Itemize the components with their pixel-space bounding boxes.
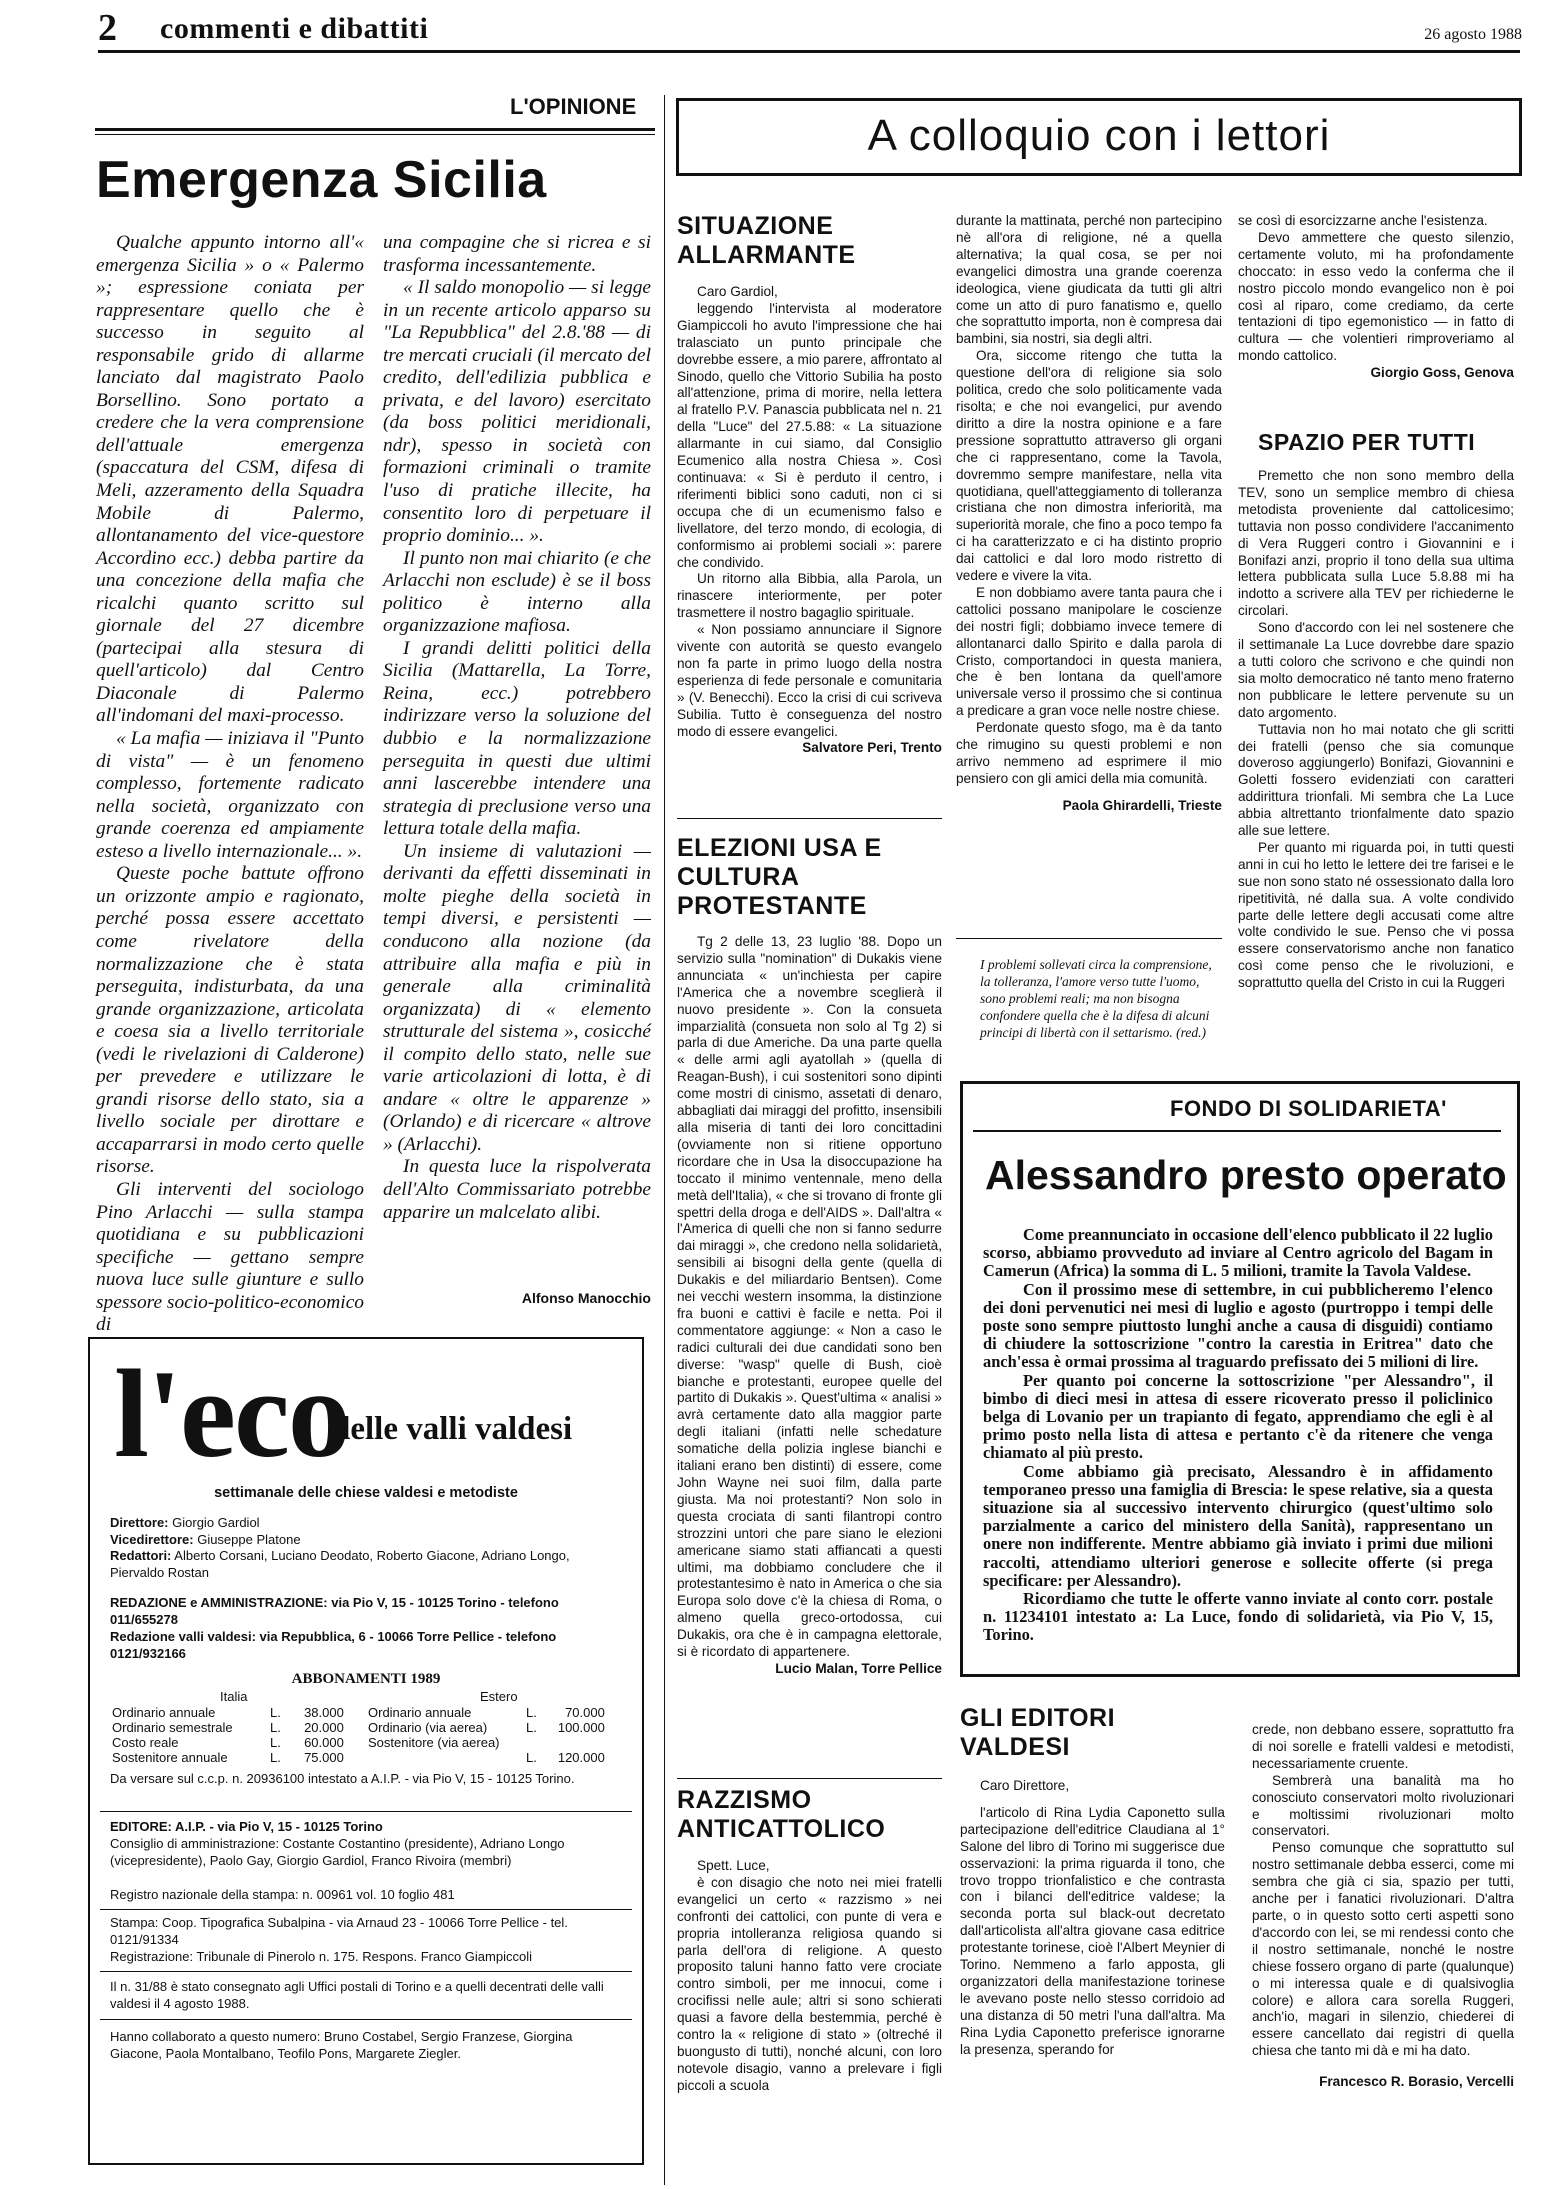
salutation: Caro Direttore, [980,1778,1070,1793]
masthead-logo-subtitle: delle valli valdesi [332,1411,573,1447]
title-line: CULTURA [677,863,800,891]
paragraph: Gli interventi del sociologo Pino Arlacchi — sulla stampa quotidiana e su pubblicazioni specifiche — gettano sempre nuova luce sulle giunture e sullo spessore socio-politico-economico di [96,1178,364,1336]
section-title: commenti e dibattiti [160,12,429,45]
header-rule [98,50,1520,53]
title-line: ELEZIONI USA E [677,834,882,862]
abbonamenti-versamento: Da versare sul c.c.p. n. 20936100 intestato a A.I.P. - via Pio V, 15 - 10125 Torino. [110,1771,575,1786]
table-row: Costo reale L. 60.000 [112,1735,344,1750]
divider [100,2019,632,2020]
paragraph: Ricordiamo che tutte le offerte vanno inviate al conto corr. postale n. 11234101 intestato a: La Luce, fondo di solidarietà, via Pio V, 15, Torino. [983,1589,1493,1645]
lettori-banner-title: A colloquio con i lettori [867,111,1331,160]
abbonamenti-title: ABBONAMENTI 1989 [291,1671,441,1687]
opinione-column-1 [96,232,364,1337]
opinione-kicker: L'OPINIONE [510,94,637,119]
opinione-rule [95,128,655,131]
table-row: Sostenitore (via aerea) [368,1735,500,1750]
paragraph: Per quanto mi riguarda poi, in tutti questi anni in cui ho letto le lettere dei tre farisei e le sue non sono stato né ossessionato dalla loro ripetitività, né dalla sua. A volte condivido parte delle lettere degli accusati come altre volte condivido le sue. Penso che vi possa essere conservatorismo anche non fanatico così come penso che le rivoluzioni, e soprattutto quella del Cristo in cui la Ruggeri [1238,839,1514,991]
title-line: GLI EDITORI [960,1704,1116,1732]
table-row: Ordinario (via aerea) L. 100.000 [368,1720,605,1735]
paragraph: Queste poche battute offrono un orizzonte ampio e ragionato, perché possa essere accettato come rivelatore della normalizzazione che è stata perseguita, indisturbata, da una grande organizzazione, articolata e coesa sia a livello territoriale (vedi le rivelazioni di Calderone) per prevedere e utilizzare le grandi risorse dello stato, sia a livello sociale per dirottare e accaparrarsi in modo certo quelle risorse. [96,863,364,1178]
masthead-collaborato: Hanno collaborato a questo numero: Bruno Costabel, Sergio Franzese, Giorgina Giacone, Paola Montalbano, Teofilo Pons, Margarete Ziegler. [110,2029,573,2061]
divider [100,1971,632,1972]
title-line: SITUAZIONE [677,212,834,240]
staff-row: Direttore: Giorgio Gardiol [110,1515,260,1530]
fondo-text [983,1226,1493,1645]
paragraph: Con il prossimo mese di settembre, in cui pubblicheremo l'elenco dei doni pervenutici nei mesi di luglio e agosto (purtroppo i tempi delle poste sono sempre piuttosto lunghi anche a causa di disguidi) contiamo di chiudere la sottoscrizione "contro la carestia in Eritrea" dato che anch'essa è ormai prossima al traguardo prefissato dei 5 milioni di lire. [983,1279,1493,1372]
paragraph: Come preannunciato in occasione dell'elenco pubblicato il 22 luglio scorso, abbiamo provveduto ad inviare al Centro agricolo del Bagam in Camerun (Africa) la somma di L. 5 milioni, tramite la Tavola Valdese. [983,1225,1493,1281]
paragraph: Un insieme di valutazioni — derivanti da effetti disseminati in molte pieghe della società in tempi diversi, e persistenti — conducono alla nozione (da attribuire alla mafia e più in generale alla criminalità organizzata) di « elemento strutturale del sistema », cosicché il compito dello stato, nelle sue varie articolazioni di lotta, è di andare « oltre le apparenze » (Orlando) e di ricercare « altrove » (Arlacchi). [383,840,651,1155]
masthead-box [88,1337,644,2165]
masthead-editore: EDITORE: A.I.P. - via Pio V, 15 - 10125 Torino [110,1819,383,1834]
paragraph: crede, non debbano essere, soprattutto fra di noi sorelle e fratelli valdesi e metodisti, necessariamente cruente. [1252,1722,1514,1771]
paragraph: I grandi delitti politici della Sicilia (Mattarella, La Torre, Reina, ecc.) potrebbero indirizzare verso la soluzione del dubbio e la normalizzazione perseguita in questi due ultimi anni lascerebbe intendere una strategia di preclusione verso una lettura totale della mafia. [383,637,651,840]
paragraph: Sono d'accordo con lei nel sostenere che il settimanale La Luce dovrebbe dare spazio a tutti coloro che scrivono e che quindi non sia molto democratico né tanto meno fraterno non pubblicare le lettere pervenute su un dato argomento. [1238,620,1514,720]
abbonamenti-italia [108,1705,348,1765]
salutation: Caro Gardiol, [697,284,778,299]
masthead-staff [110,1515,622,1581]
ghirardelli-text [956,213,1222,815]
elezioni-title [677,834,882,921]
column-divider [664,95,665,2185]
masthead-consegna: Il n. 31/88 è stato consegnato agli Uffici postali di Torino e a quelli decentrati delle valli valdesi il 4 agosto 1988. [110,1979,604,2011]
paragraph: Premetto che non sono membro della TEV, sono un semplice membro di chiesa metodista proveniente dal cattolicesimo; tuttavia non posso condividere l'accanimento di Vera Ruggeri contro i Giovannini e i Bonifazi anzi, proprio il tono della sua ultima lettera pubblicata sulla Luce 5.8.88 mi ha indotto a scrivere alla TEV per richiederne le circolari. [1238,468,1514,619]
table-row: Ordinario annuale L. 38.000 [112,1705,344,1720]
title-line: ANTICATTOLICO [677,1815,886,1843]
paragraph: è con disagio che noto nei miei fratelli evangelici un certo « razzismo » nei confronti dei cattolici, con punte di vera e propria intolleranza religiosa quando si parla dell'ora di religione. A questo proposito taluni hanno fatto vere crociate contro simboli, per me innocui, come i crocifissi nelle aule; altri si sono schierati quasi a favore della bestemmia, perché è contro la « religione di stato » (oltreché il buongusto di tutti), nonché alcuni, con loro notevole disagio, vanno a prelevare i figli piccoli a scuola [677,1874,942,2093]
masthead-registrazione: Registrazione: Tribunale di Pinerolo n. 175. Respons. Franco Giampiccoli [110,1949,532,1964]
situazione-text [677,284,942,757]
issue-date: 26 agosto 1988 [1424,26,1522,43]
situazione-title [677,212,856,270]
paragraph: Il punto non mai chiarito (e che Arlacchi non esclude) è se il boss politico è interno alla organizzazione mafiosa. [383,547,651,637]
paragraph: E non dobbiamo avere tanta paura che i cattolici possano manipolare le coscienze dei nostri figli; dobbiamo invece temere di allontanarci dallo Spirito e dalla parola di Cristo, comportandoci in questa maniera, che è ben lontana da quell'amore universale verso il prossimo che si continua a predicare a gran voce nelle nostre chiese. [956,584,1222,719]
fondo-title: Alessandro presto operato [985,1152,1507,1198]
goss-signature: Giorgio Goss, Genova [1370,365,1514,381]
editori-text [960,1778,1225,2059]
ghirardelli-signature: Paola Ghirardelli, Trieste [1062,797,1222,813]
paragraph: Ora, siccome ritengo che tutta la questione dell'ora di religione sia solo politica, credo che solo politicamente vada risolta; e che noi evangelici, pur avendo diritto a dire la nostra opinione e a fare pressione soprattutto attraverso gli organi che ci rappresentano, come la Tavola, dovremmo sempre manifestare, nella vita quotidiana, quell'atteggiamento di tolleranza cristiana che non dimostra inferiorità, ma superiorità morale, che fino a poco tempo fa ci ha caratterizzato e ci ha distinto proprio dai cattolici e dal loro modo ristretto di vedere e vivere la vita. [956,348,1222,584]
opinione-title: Emergenza Sicilia [96,151,547,209]
paragraph: leggendo l'intervista al moderatore Giampiccoli ho avuto l'impressione che hai tralasciato un punto principale che dovrebbe essere, a mio parere, affrontato al Sinodo, quello che Vittorio Subilia ha posto all'attenzione, prima di morire, nella lettera al fratello P.V. Panascia pubblicata nel n. 21 della "Luce" del 27.5.88: « La situazione allarmante in cui siamo, dal Consiglio Ecumenico alla nostra Chiesa ». Così continuava: « Si è perduto il centro, i riferimenti biblici sono caduti, non ci si occupa che di un ecumenismo falso e livellatore, del terzo mondo, di ecologia, di conformismo ai problemi sociali »: parere che condivido. [677,300,942,570]
paragraph: In questa luce la rispolverata dell'Alto Commissariato potrebbe apparire un malcelato alibi. [383,1156,651,1223]
paragraph: Tuttavia non ho mai notato che gli scritti dei fratelli (penso che sia comunque doveroso aggiungerlo) Bonifazi, Giovannini e Goletti fossero evidenziati con caratteri addirittura trionfali. Mi sembra che La Luce abbia altrettanto trionfalmente dato spazio alle sue lettere. [1238,721,1514,839]
masthead-redazione: REDAZIONE e AMMINISTRAZIONE: via Pio V, 15 - 10125 Torino - telefono 011/655278 [110,1595,559,1627]
masthead-logo: l'eco [114,1345,349,1484]
table-row: Sostenitore annuale L. 75.000 [112,1750,344,1765]
paragraph: Devo ammettere che questo silenzio, certamente voluto, mi ha profondamente choccato: in esso vedo la conferma che il nostro piccolo mondo evangelico non è poi così al riparo, come crediamo, da certe tentazioni di tipo egemonistico — in fatto di cultura — che volentieri rimproveriamo al mondo cattolico. [1238,229,1514,364]
table-row: Ordinario annuale L. 70.000 [368,1705,605,1720]
divider [956,938,1222,939]
paragraph: Tg 2 delle 13, 23 luglio '88. Dopo un servizio sulla "nomination" di Dukakis viene annunciata « un'inchiesta per capire l'America che a novembre sceglierà il nuovo presidente ». Con la consueta imparzialità (consueta non solo al Tg 2) si parla di due Americhe. Da una parte quella « delle armi agli ayatollah » (quella di Reagan-Bush), i cui sostenitori sono dipinti come mostri di cinismo, assetati di denaro, abbagliati dai miraggi del profitto, insensibili alla miseria di tanti dei loro concittadini (ovviamente non si ritiene opportuno ricordare che in Usa la disoccupazione ha toccato il minimo ventennale, meno della metà dell'Italia), « che si trovano di fronte gli spettri della droga e dell'AIDS ». Dall'altra « l'America di quelli che non si fanno sedurre dai miraggi », che credono nella solidarietà, sensibili ai bisogni della gente (quella di Dukakis e del miliardario Bentsen). Come nei vecchi western insomma, la distinzione fra buoni e cattivi è facile e netta. Poi il commentatore aggiunge: « Non a caso le radici culturali dei due candidati sono ben diverse: "wasp" quelle di Bush, cioè bianche e protestanti, europee quelle del partito di Dukakis ». Quest'ultima « analisi » avrà certamente dato alla maggior parte degli italiani (infatti nelle schedature somatiche della polizia inglese bianchi e italiani erano ben distinti) di essere, come John Wayne nei suoi film, dalla parte giusta. Ma noi protestanti? Non solo in questa crociata di santi filantropi contro strozzini untori che pare siano le elezioni americane siamo stati affiancati a questi ultimi, ma dobbiamo concludere che il protestantesimo è nato in America o che sia Europa solo dove c'è la chiesa di Roma, o almeno quella greco-ortodossa, cui Dukakis, ora che è in campagna elettorale, si è ricordato di appartenere. [677,934,942,1660]
paragraph: Qualche appunto intorno all'« emergenza Sicilia » o « Palermo »; espressione coniata per rappresentare quello che è successo in seguito al responsabile grido di allarme lanciato dal magistrato Paolo Borsellino. Sono portato a credere che la vera comprensione dell'attuale emergenza (spaccatura del CSM, difesa di Meli, azzeramento della Squadra Mobile di Palermo, allontanamento del vice-questore Accordino ecc.) debba partire da una concezione della mafia che ricalchi quanto scritto sul giornale del 27 dicembre (partecipai alla stesura di quell'articolo) dal Centro Diaconale di Palermo all'indomani del maxi-processo. [96,232,364,727]
opinione-rule-thin [95,134,655,135]
razzismo-text [677,1858,942,2095]
salutation: Spett. Luce, [697,1858,770,1873]
masthead-registro: Registro nazionale della stampa: n. 00961 vol. 10 foglio 481 [110,1887,455,1902]
masthead-consiglio: Consiglio di amministrazione: Costante Costantino (presidente), Adriano Longo (vicepresidente), Paolo Gay, Giorgio Gardiol, Franco Rivoira (membri) [110,1836,565,1868]
fondo-kicker: FONDO DI SOLIDARIETA' [1170,1096,1447,1121]
paragraph: « Non possiamo annunciare il Signore vivente con autorità se questo evangelo non fa parte in primo luogo della nostra esperienza di fede personale e comunitaria » (V. Benecchi). Ecco la crisi di cui scriveva Subilia. Tutto è conseguenza del nostro modo di essere evangelici. [677,622,942,739]
paragraph: « Il saldo monopolio — si legge in un recente articolo apparso su "La Repubblica" del 2.8.'88 — di tre mercati cruciali (il mercato del credito, dell'edilizia pubblica e privata, e del lavoro) esercitato (da boss politici meridionali, ndr), spesso in società con formazioni criminali o tramite l'uso di pratiche illecite, ha consentito loro di perpetuare il proprio dominio... ». [383,277,651,547]
title-line: RAZZISMO [677,1786,812,1814]
staff-row: Redattori: Alberto Corsani, Luciano Deodato, Roberto Giacone, Adriano Longo, Piervaldo Rostan [110,1548,570,1580]
table-row: L. 120.000 [526,1750,605,1765]
staff-row: Vicedirettore: Giuseppe Platone [110,1531,301,1547]
editor-note: I problemi sollevati circa la comprensione, la tolleranza, l'amore verso tutte l'uomo, sono problemi reali; ma non bisogna confondere quella che è la difesa di alcuni principi di libertà con il settarismo. (red.) [980,957,1212,1040]
paragraph: « La mafia — iniziava il "Punto di vista" — è un fenomeno complesso, fortemente radicato nella società, organizzato con grande coerenza ed ampiamente esteso a livello internazionale... ». [96,728,364,862]
elezioni-text [677,934,942,1678]
masthead-redazione-valli: Redazione valli valdesi: via Repubblica, 6 - 10066 Torre Pellice - telefono 0121/932166 [110,1629,557,1661]
spazio-title: SPAZIO PER TUTTI [1258,429,1476,455]
opinione-column-2 [383,232,651,1224]
paragraph: una compagine che si ricrea e si trasforma incessantemente. [383,232,651,276]
abbonamenti-estero [364,1705,609,1765]
paragraph: Sembrerà una banalità ma ho conosciuto conservatori molto rivoluzionari e moltissimi rivoluzionari molto conservatori. [1252,1772,1514,1839]
paragraph: Penso comunque che soprattutto sul nostro settimanale debba esserci, come mi sembra che già ci sia, spazio per tutti, anche per i fanatici rivoluzionari. D'altra parte, o in questo sotto certi aspetti sono d'accordo con lei, se mi rendessi conto che il nostro settimanale, nonché le nostre chiese fossero organo di parte (qualunque) o mi interessa quale e di qualsivoglia colore) e allora cara sorella Ruggeri, anch'io, magari in silenzio, chiederei di essere cancellato dai registri di quella chiesa che tanto mi dà e mi ha dato. [1252,1840,1514,2059]
borasio-text [1252,1722,1514,2091]
situazione-signature: Salvatore Peri, Trento [802,740,942,756]
divider [100,1811,632,1812]
opinione-signature: Alfonso Manocchio [521,1290,651,1306]
paragraph: se così di esorcizzarne anche l'esistenza. [1238,213,1488,228]
table-row: Ordinario semestrale L. 20.000 [112,1720,344,1735]
lettori-banner [676,98,1522,176]
masthead-stampa: Stampa: Coop. Tipografica Subalpina - via Arnaud 23 - 10066 Torre Pellice - tel. 0121/91334 [110,1915,568,1947]
paragraph: Perdonate questo sfogo, ma è da tanto che rimugino su questi problemi e non arrivo nemmeno ad esprimere il mio pensiero con gli amici della mia comunità. [956,720,1222,786]
paragraph: Come abbiamo già precisato, Alessandro è in affidamento temporaneo presso una famiglia di Brescia: le spese relative, sia a questa situazione sia al successivo intervento chirurgico (quest'ultimo solo parzialmente a carico del ministero della Sanità), rappresentano un onere non indifferente. Mentre abbiamo già inviato i primi due milioni raccolti, attendiamo ulteriori generose e sollecite offerte (si prega specificare: per Alessandro). [983,1461,1493,1590]
page-number: 2 [98,7,117,49]
title-line: VALDESI [960,1733,1070,1761]
paragraph: durante la mattinata, perché non partecipino nè all'ora di religione, né a quella alternativa; la qual cosa, se per noi evangelici dimostra una grande coerenza ideologica, viene giudicata da tutti gli altri come un atto di puro fanatismo e, quello che soprattutto importa, non è compresa dai bambini, sia nostri, sia degli altri. [956,213,1223,347]
fondo-rule [973,1130,1501,1132]
paragraph: Un ritorno alla Bibbia, alla Parola, un rinascere interiormente, per poter trasmettere il nostro bagaglio spirituale. [677,571,942,621]
divider [677,818,942,819]
masthead-tagline: settimanale delle chiese valdesi e metodiste [214,1485,518,1501]
abbonamenti-italia-label: Italia [220,1689,248,1704]
abbonamenti-estero-label: Estero [480,1689,518,1704]
title-line: ALLARMANTE [677,241,856,269]
divider [677,1778,942,1779]
goss-text [1238,213,1514,382]
paragraph: Per quanto poi concerne la sottoscrizione "per Alessandro", il bimbo di dieci mesi in attesa di essere ricoverato presso il policlinico belga di Lovanio per un trapianto di fegato, apprendiamo che egli è al primo posto nella lista di attesa e pertanto c'è da ritenere che venga chiamato al più presto. [983,1370,1493,1463]
paragraph: l'articolo di Rina Lydia Caponetto sulla partecipazione dell'editrice Claudiana al 1° Salone del libro di Torino mi suggerisce due osservazioni: la prima riguarda il tono, che trovo troppo trionfalistico e che contrasta con i bilanci dell'editrice valdese; la seconda porta sul black-out decretato dall'articolista all'altra giovane casa editrice protestante torinese, cioè l'Albert Meynier di Torino. Nemmeno a farlo apposta, gli organizzatori della manifestazione torinese le avevano poste nello stesso corridoio ad una distanza di 50 metri l'una dall'altra. Ma Rina Lydia Caponetto preferisce ignorarne la presenza, sperando for [960,1804,1225,2057]
title-line: PROTESTANTE [677,892,867,920]
divider [100,1909,632,1910]
razzismo-title [677,1786,885,1844]
borasio-signature: Francesco R. Borasio, Vercelli [1319,2074,1514,2090]
elezioni-signature: Lucio Malan, Torre Pellice [775,1660,942,1676]
editori-title [960,1704,1115,1762]
spazio-text [1238,468,1514,992]
